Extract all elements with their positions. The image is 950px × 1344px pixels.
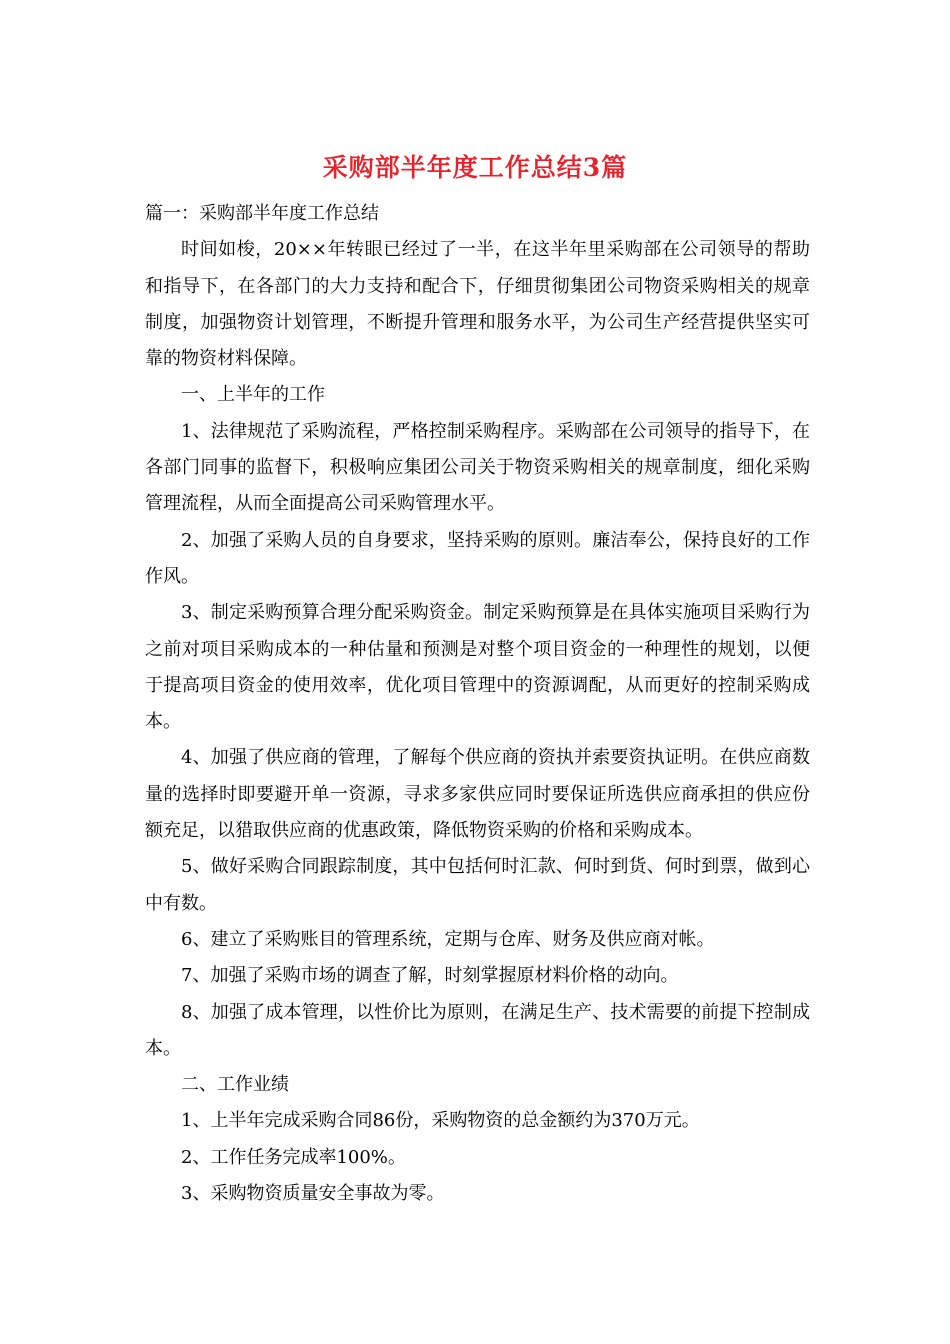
paragraph-heading-first-half-work: 一、上半年的工作: [181, 384, 325, 406]
paragraph-item-2: 2、加强了采购人员的自身要求，坚持采购的原则。廉洁奉公，保持良好的工作作风。: [145, 529, 810, 587]
document-body: [145, 196, 810, 1212]
paragraph-section-heading: 篇一：采购部半年度工作总结: [145, 203, 379, 224]
paragraph-achievement-1: 1、上半年完成采购合同86份，采购物资的总金额约为370万元。: [181, 1110, 700, 1132]
paragraph-achievement-3: 3、采购物资质量安全事故为零。: [181, 1183, 445, 1205]
paragraph-item-6: 6、建立了采购账目的管理系统，定期与仓库、财务及供应商对帐。: [181, 928, 715, 950]
paragraph-item-1: 1、法律规范了采购流程，严格控制采购程序。采购部在公司领导的指导下，在各部门同事的监督下，积极响应集团公司关于物资采购相关的规章制度，细化采购管理流程，从而全面提高公司采购管理水平。: [145, 420, 810, 515]
paragraph-achievement-2: 2、工作任务完成率100%。: [181, 1146, 406, 1168]
paragraph-heading-achievements: 二、工作业绩: [181, 1074, 289, 1096]
paragraph-item-3: 3、制定采购预算合理分配采购资金。制定采购预算是在具体实施项目采购行为之前对项目采购成本的一种估量和预测是对整个项目资金的一种理性的规划，以便于提高项目资金的使用效率，优化项目管理中的资源调配，从而更好的控制采购成本。: [145, 602, 810, 733]
paragraph-item-4: 4、加强了供应商的管理，了解每个供应商的资执并索要资执证明。在供应商数量的选择时即要避开单一资源，寻求多家供应同时要保证所选供应商承担的供应份额充足，以猎取供应商的优惠政策，降低物资采购的价格和采购成本。: [145, 747, 810, 842]
paragraph-intro: 时间如梭，20××年转眼已经过了一半，在这半年里采购部在公司领导的帮助和指导下，在各部门的大力支持和配合下，仔细贯彻集团公司物资采购相关的规章制度，加强物资计划管理，不断提升管理和服务水平，为公司生产经营提供坚实可靠的物资材料保障。: [145, 239, 810, 370]
paragraph-item-8: 8、加强了成本管理，以性价比为原则，在满足生产、技术需要的前提下控制成本。: [145, 1001, 810, 1059]
paragraph-item-7: 7、加强了采购市场的调查了解，时刻掌握原材料价格的动向。: [181, 965, 679, 987]
document-title: 采购部半年度工作总结3篇: [322, 153, 628, 182]
paragraph-item-5: 5、做好采购合同跟踪制度，其中包括何时汇款、何时到货、何时到票，做到心中有数。: [145, 856, 810, 914]
